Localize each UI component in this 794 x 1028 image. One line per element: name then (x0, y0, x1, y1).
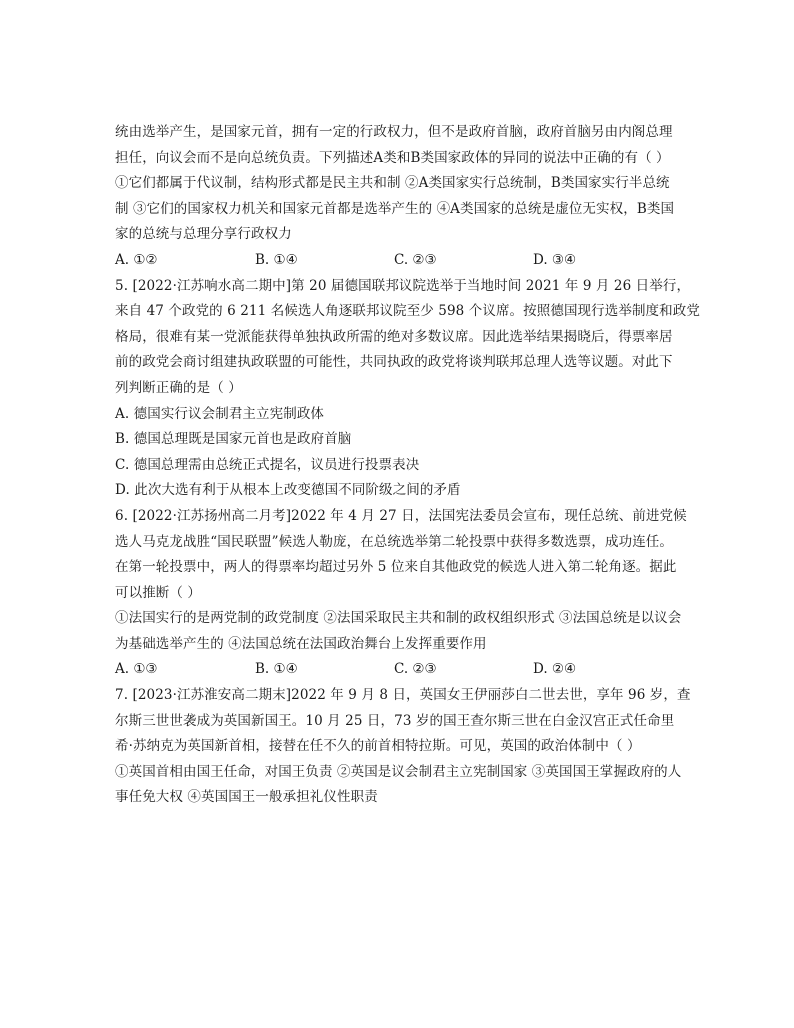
document-page (115, 120, 700, 811)
q7-statement-line: ①英国首相由国王任命，对国王负责 ②英国是议会制君主立宪制国家 ③英国国王掌握政府的人 (115, 763, 682, 780)
q6-option-b: B. ①④ (255, 661, 298, 678)
q5-stem-line: 格局，很难有某一党派能获得单独执政所需的绝对多数议席。因此选举结果揭晓后，得票率居 (115, 328, 673, 345)
question-7 (115, 683, 691, 811)
q6-stem-line: 在第一轮投票中，两人的得票率均超过另外 5 位来自其他政党的候选人进入第二轮角逐。据此 (115, 559, 677, 576)
q5-option-b: B. 德国总理既是国家元首也是政府首脑 (115, 431, 352, 448)
q5-option-d: D. 此次大选有利于从根本上改变德国不同阶级之间的矛盾 (115, 482, 461, 499)
q6-stem-line: 选人马克龙战胜“国民联盟”候选人勒庞，在总统选举第二轮投票中获得多数选票，成功连任。 (115, 533, 674, 550)
q4-statement-line: 家的总统与总理分享行政权力 (115, 226, 292, 243)
q5-stem-line: 列判断正确的是（ ） (115, 379, 242, 396)
q5-stem-line: 前的政党会商讨组建执政联盟的可能性，共同执政的政党将谈判联邦总理人选等议题。对此下 (115, 354, 673, 371)
q4-option-c: C. ②③ (394, 251, 437, 268)
q4-option-a: A. ①② (115, 251, 158, 268)
q6-stem-line: 6. [2022·江苏扬州高二月考]2022 年 4 月 27 日，法国宪法委员会宣布，现任总统、前进党候 (115, 507, 687, 524)
q6-options (115, 657, 685, 683)
q6-statement-line: ①法国实行的是两党制的政党制度 ②法国采取民主共和制的政权组织形式 ③法国总统是以议会 (115, 610, 682, 627)
q6-statement-line: 为基础选举产生的 ④法国总统在法国政治舞台上发挥重要作用 (115, 635, 487, 652)
q7-stem-line: 尔斯三世世袭成为英国新国王。10 月 25 日，73 岁的国王查尔斯三世在白金汉宫正式任命里 (115, 712, 675, 729)
q4-option-b: B. ①④ (255, 251, 298, 268)
question-6 (115, 504, 685, 683)
q4-options (115, 248, 685, 274)
q6-option-a: A. ①③ (115, 661, 158, 678)
q5-stem-line: 5. [2022·江苏响水高二期中]第 20 届德国联邦议院选举于当地时间 2021 年 9 月 26 日举行， (115, 277, 691, 294)
question-4 (115, 120, 685, 274)
q5-option-a: A. 德国实行议会制君主立宪制政体 (115, 405, 325, 422)
q4-statement-line: 制 ③它们的国家权力机关和国家元首都是选举产生的 ④A类国家的总统是虚位无实权，B类国 (115, 200, 675, 217)
q6-option-d: D. ②④ (533, 661, 577, 678)
q7-stem-line: 7. [2023·江苏淮安高二期末]2022 年 9 月 8 日，英国女王伊丽莎白二世去世，享年 96 岁，查 (115, 687, 691, 704)
q6-stem-line: 可以推断（ ） (115, 584, 201, 601)
q4-statement-line: ①它们都属于代议制，结构形式都是民主共和制 ②A类国家实行总统制，B类国家实行半总统 (115, 175, 670, 192)
question-5 (115, 274, 700, 504)
q7-stem-line: 希·苏纳克为英国新首相，接替在任不久的前首相特拉斯。可见，英国的政治体制中（ ） (115, 738, 641, 755)
q4-stem-line: 担任，向议会而不是向总统负责。下列描述A类和B类国家政体的异同的说法中正确的有（ ） (115, 149, 670, 166)
q5-option-c: C. 德国总理需由总统正式提名，议员进行投票表决 (115, 456, 420, 473)
q7-statement-line: 事任免大权 ④英国国王一般承担礼仪性职责 (115, 789, 378, 806)
q5-stem-line: 来自 47 个政党的 6 211 名候选人角逐联邦议院至少 598 个议席。按照德国现行选举制度和政党 (115, 303, 700, 320)
q6-option-c: C. ②③ (394, 661, 437, 678)
q4-option-d: D. ③④ (533, 251, 577, 268)
q4-stem-line: 统由选举产生，是国家元首，拥有一定的行政权力，但不是政府首脑，政府首脑另由内阁总理 (115, 124, 673, 140)
